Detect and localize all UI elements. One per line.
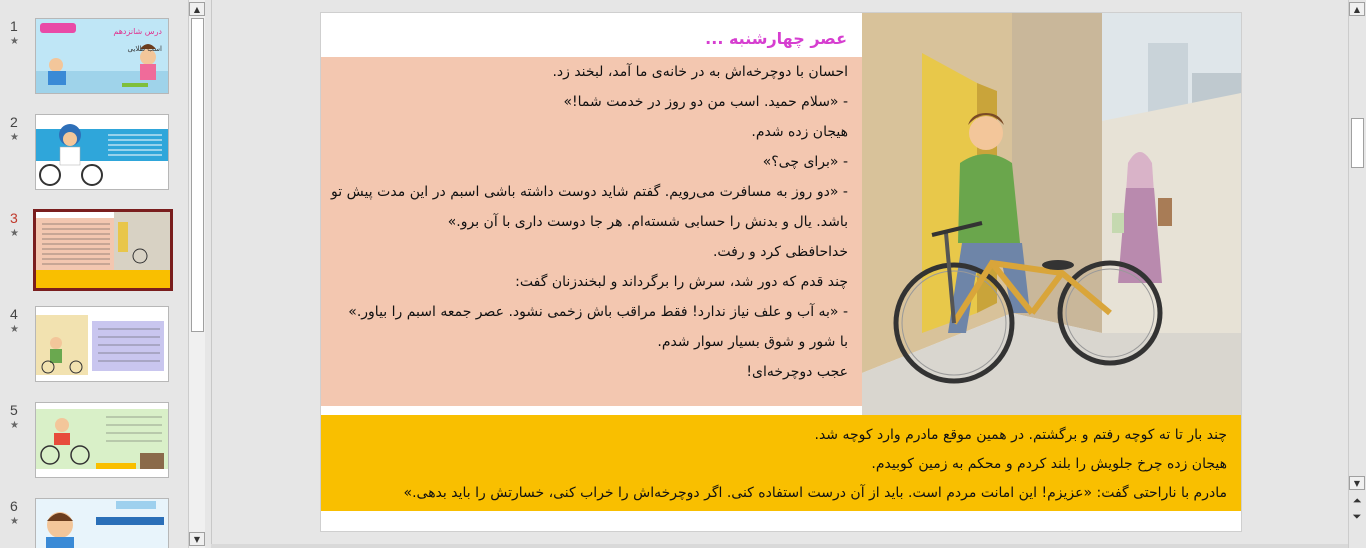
horizontal-scrollbar[interactable] [211,544,1348,548]
previous-slide-icon[interactable]: ⏶ [1352,494,1362,507]
slide-preview [35,306,169,382]
slide-scroll-thumb[interactable] [1351,118,1364,168]
slide-thumbnail-5[interactable] [0,402,188,488]
slide-thumbnail-3[interactable] [0,210,188,296]
slide-preview [35,114,169,190]
scroll-up-arrow-icon[interactable]: ▲ [189,2,205,16]
story-line: چند بار تا ته کوچه رفتم و برگشتم. در همین موقع مادرم وارد کوچه شد. [814,427,1227,443]
animation-star-icon: ★ [10,420,19,431]
slide-heading[interactable]: عصر چهارشنبه ... [705,29,847,48]
animation-star-icon: ★ [10,132,19,143]
slide-number: 4 [10,306,18,322]
next-slide-icon[interactable]: ⏷ [1352,510,1362,523]
slide-number: 1 [10,18,18,34]
boy-on-bicycle-illustration[interactable] [862,13,1241,415]
slide-4-art [36,307,168,381]
story-line: چند قدم که دور شد، سرش را برگرداند و لبخندزنان گفت: [515,274,848,290]
slide-5-art [36,403,168,477]
slide-thumbnail-pane [0,0,188,548]
slide-number: 3 [10,210,18,226]
current-slide [320,12,1242,532]
scroll-down-arrow-icon[interactable]: ▼ [189,532,205,546]
slide-preview [35,498,169,548]
slide-2-art [36,115,168,189]
slide-number: 5 [10,402,18,418]
animation-star-icon: ★ [10,36,19,47]
story-line: با شور و شوق بسیار سوار شدم. [657,334,848,350]
slide-thumbnail-2[interactable] [0,114,188,200]
story-line: - «برای چی؟» [762,154,848,170]
animation-star-icon: ★ [10,324,19,335]
story-line: عجب دوچرخه‌ای! [746,364,848,380]
slide-number: 6 [10,498,18,514]
story-line: - «سلام حمید. اسب من دو روز در خدمت شما!» [563,94,848,110]
story-line: احسان با دوچرخه‌اش به در خانه‌ی ما آمد، لبخند زد. [552,64,848,80]
story-line: هیجان زده چرخ جلویش را بلند کردم و محکم به زمین کوبیدم. [871,456,1227,472]
slide-preview [35,402,169,478]
slide-3-art [36,212,170,288]
story-line: - «به آب و علف نیاز ندارد! فقط مراقب باش زخمی نشود. عصر جمعه اسبم را بیاور.» [348,304,848,320]
slide-number: 2 [10,114,18,130]
story-line: مادرم با ناراحتی گفت: «عزیزم! این امانت مردم است. باید از آن درست استفاده کنی. اگر دوچرخه‌اش را خراب کنی، خسارتش را باید بدهی.» [403,485,1227,501]
story-line: هیجان زده شدم. [751,124,848,140]
animation-star-icon: ★ [10,516,19,527]
slide-1-subtitle: اسب طلایی [127,45,162,53]
thumbnail-scrollbar[interactable] [188,0,205,548]
story-text-box[interactable] [321,57,862,406]
slide-thumbnail-4[interactable] [0,306,188,392]
slide-1-title: درس شانزدهم [113,27,162,36]
slide-thumbnail-1[interactable] [0,18,188,104]
slide-preview [33,209,173,291]
thumbnail-scroll-thumb[interactable] [191,18,204,332]
slide-scrollbar[interactable] [1348,0,1365,548]
story-line: خداحافظی کرد و رفت. [712,244,848,260]
animation-star-icon: ★ [10,228,19,239]
scroll-down-arrow-icon[interactable]: ▼ [1349,476,1365,490]
story-line: - «دو روز به مسافرت می‌رویم. گفتم شاید دوست داشته باشی اسبم در این مدت پیش تو باشد. یال و بدنش را حسابی شسته‌ام. هر جا دوست داری با آن برو.» [331,184,848,230]
slide-preview [35,18,169,94]
slide-thumbnail-6[interactable] [0,498,188,548]
scroll-up-arrow-icon[interactable]: ▲ [1349,2,1365,16]
slide-6-art [36,499,168,548]
story-continuation-box[interactable] [321,415,1241,511]
